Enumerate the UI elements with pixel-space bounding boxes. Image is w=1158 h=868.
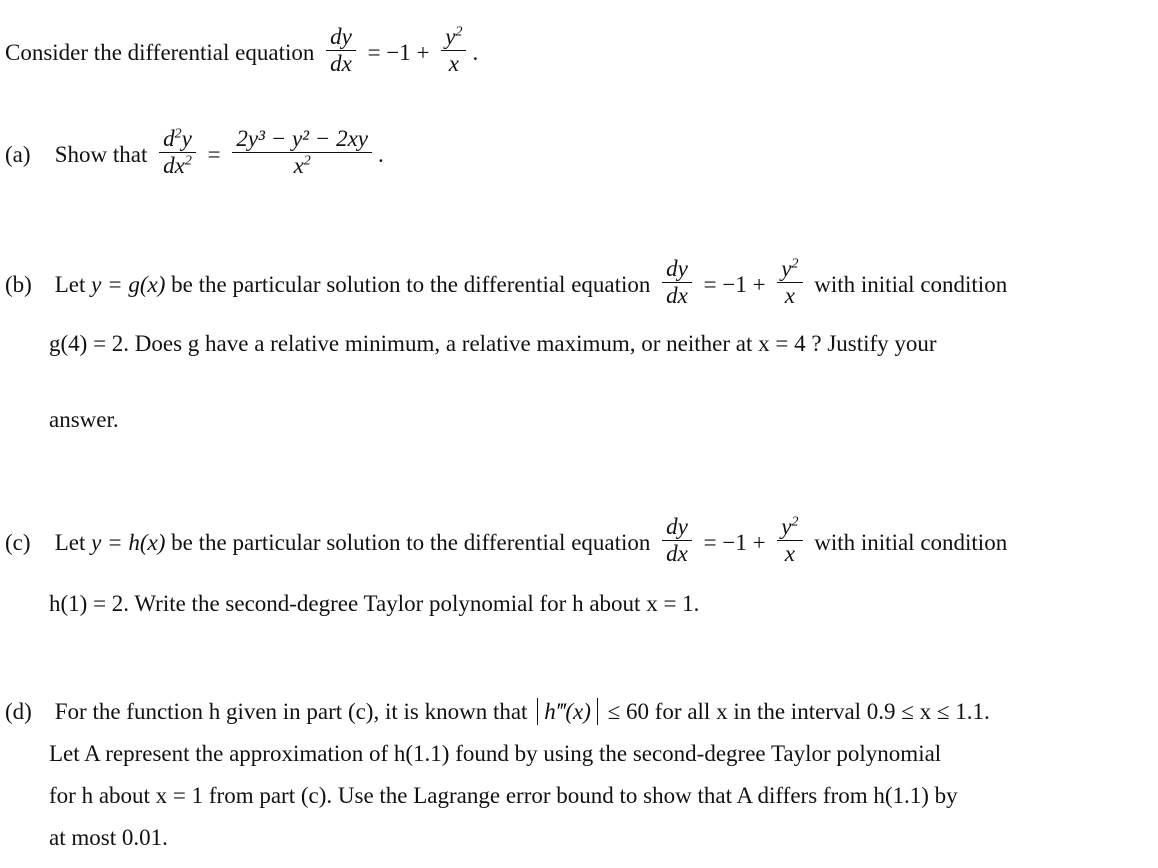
part-a-line: (a) Show that $\frac{d^2y}{dx^2}$ = $\frac{\text{2y³ − y² − 2xy}}{x^2}$ . [5, 126, 384, 179]
part-c-line-2: h(1) = 2. Write the second-degree Taylor polynomial for h about x = 1. [49, 591, 700, 616]
part-d-label: (d) [5, 699, 32, 724]
second-derivative-fraction: $\frac{d^2y}{dx^2}$ [159, 126, 196, 180]
intro-line: Consider the differential equation $\frac{dy}{dx}$ = −1 + $\frac{y^2}{x}$ . [5, 24, 479, 77]
abs-value-expression: h‴(x) [537, 698, 598, 725]
dy-dx-fraction: $\frac{dy}{dx}$ [326, 24, 356, 78]
result-fraction: $\frac{\text{2y³ − y² − 2xy}}{x^2}$ [232, 126, 372, 180]
part-b-line-2: g(4) = 2. Does g have a relative minimum, a relative maximum, or neither at x = 4 ? Justify your [49, 331, 937, 356]
part-c-line-1: (c) Let y = h(x) be the particular solution to the differential equation $\frac{dy}{dx}$ = −1 + $\frac{y^2}{x}$ with initial condition [5, 514, 1008, 567]
part-d-line-1: (d) For the function h given in part (c), it is known that h‴(x) ≤ 60 for all x in the interval 0.9 ≤ x ≤ 1.1. [5, 699, 990, 724]
part-d-line-3: for h about x = 1 from part (c). Use the Lagrange error bound to show that A differs from h(1.1) by [49, 783, 958, 808]
part-b-line-1: (b) Let y = g(x) be the particular solution to the differential equation $\frac{dy}{dx}$ = −1 + $\frac{y^2}{x}$ with initial condition [5, 256, 1008, 309]
part-d-line-2: Let A represent the approximation of h(1.1) found by using the second-degree Taylor polynomial [49, 741, 942, 766]
part-d-line-4: at most 0.01. [49, 825, 168, 850]
dy-dx-fraction: $\frac{dy}{dx}$ [662, 514, 692, 568]
y2-over-x-fraction: $\frac{y^2}{x}$ [777, 514, 802, 568]
part-b-label: (b) [5, 272, 32, 298]
part-c-label: (c) [5, 530, 31, 556]
y2-over-x-fraction: $\frac{y^2}{x}$ [777, 256, 802, 310]
dy-dx-fraction: $\frac{dy}{dx}$ [662, 256, 692, 310]
intro-text: Consider the differential equation [5, 40, 315, 66]
part-a-label: (a) [5, 142, 31, 168]
y2-over-x-fraction: $\frac{y^2}{x}$ [441, 24, 466, 78]
part-b-line-3: answer. [49, 407, 119, 432]
